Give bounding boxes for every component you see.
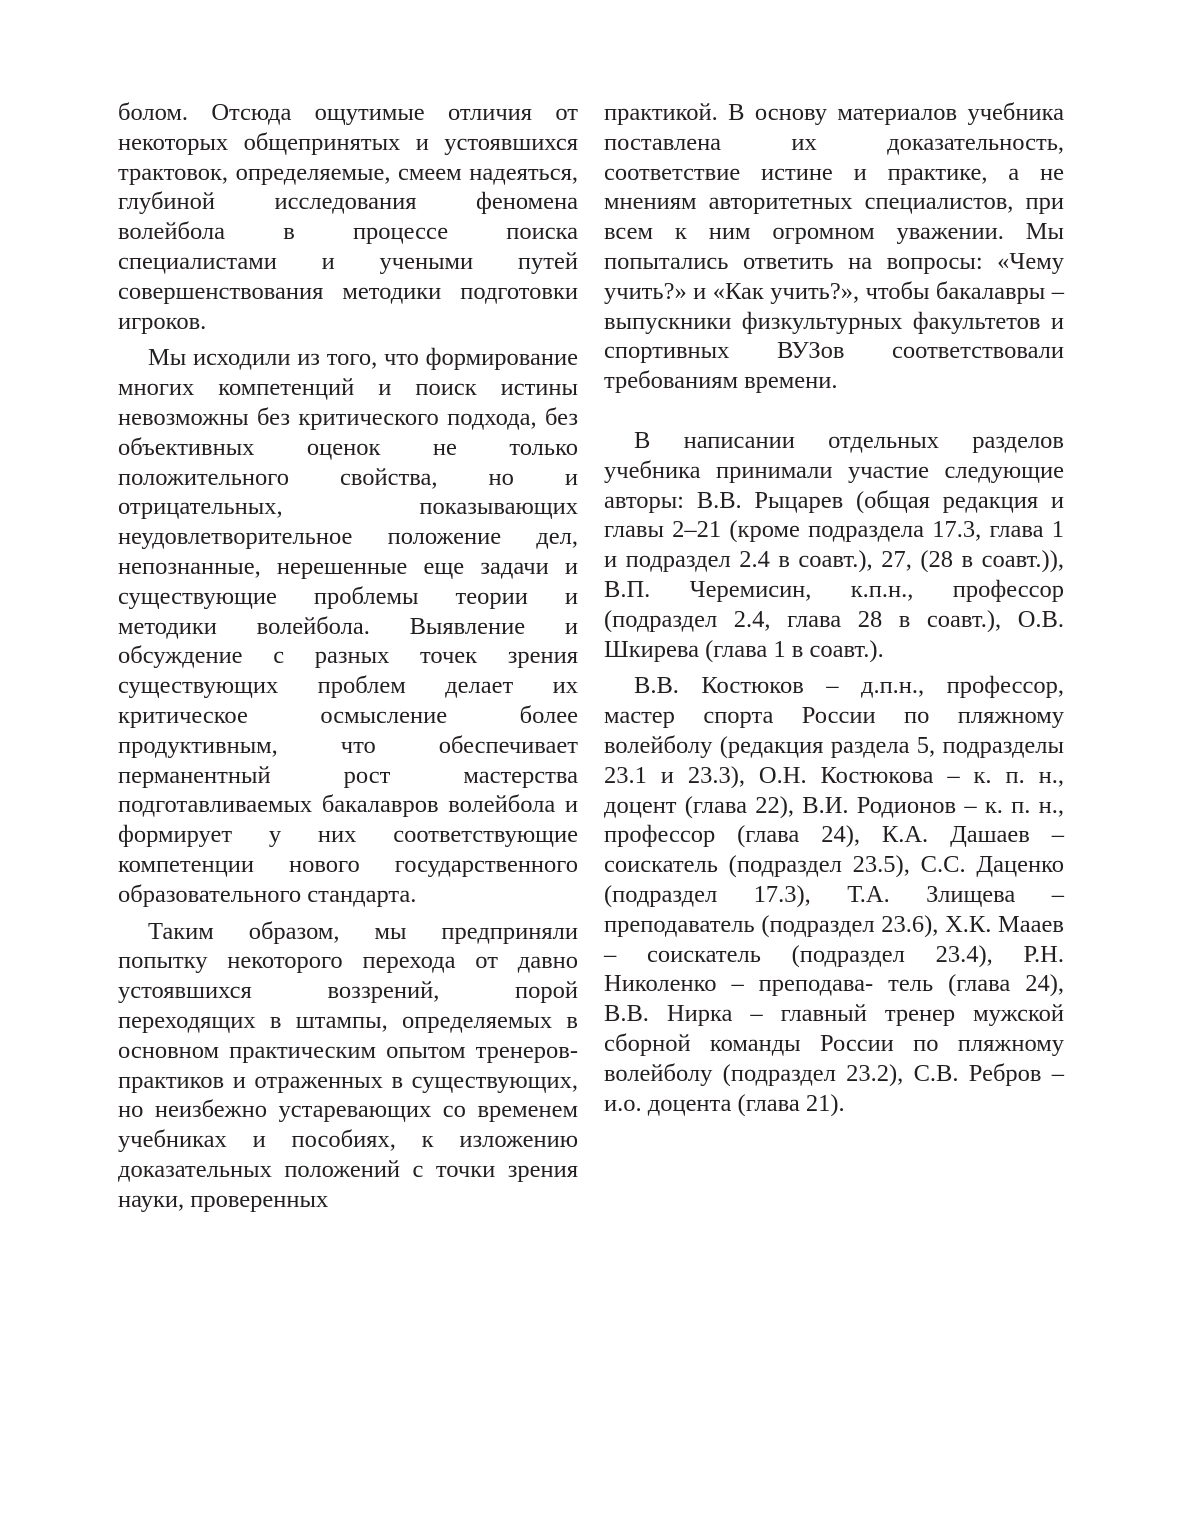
paragraph-practice: практикой. В основу материалов учебника поставлена их доказательность, соответствие истине и практике, а не мнениям авторитетных специалистов, при всем к ним огромном уважении. Мы попытались ответить на вопросы: «Чему учить?» и «Как учить?», чтобы бакалавры – выпускники физкультурных факультетов и спортивных ВУЗов соответствовали требованиям времени.: [604, 99, 1064, 395]
paragraph-competencies: Мы исходили из того, что формирование многих компетенций и поиск истины невозможны без критического подхода, без объективных оценок не только положительного свойства, но и отрицательных, показывающих неудовлетворительное положение дел, непознанные, нерешенные еще задачи и существующие проблемы теории и методики волейбола. Выявление и обсуждение с разных точек зрения существующих проблем делает их критическое осмысление более продуктивным, что обеспечивает перманентный рост мастерства подготавливаемых бакалавров волейбола и формирует у них соответствующие компетенции нового государственного образовательного стандарта.: [118, 344, 578, 908]
paragraph-transition: Таким образом, мы предприняли попытку некоторого перехода от давно устоявшихся воззрений, порой переходящих в штампы, определяемых в основном практическим опытом тренеров-практиков и отраженных в существующих, но неизбежно устаревающих со временем учебниках и пособиях, к изложению доказательных положений с точки зрения науки, проверенных: [118, 917, 578, 1213]
left-text-column: [118, 98, 578, 1221]
paragraph-contributors: В.В. Костюков – д.п.н., профессор, мастер спорта России по пляжному волейболу (редакция раздела 5, подразделы 23.1 и 23.3), О.Н. Костюкова – к. п. н., доцент (глава 22), В.И. Родионов – к. п. н., профессор (глава 24), К.А. Дашаев – соискатель (подраздел 23.5), С.С. Даценко (подраздел 17.3), Т.А. Злищева – преподаватель (подраздел 23.6), Х.К. Мааев – соискатель (подраздел 23.4), Р.Н. Николенко – преподава- тель (глава 24), В.В. Нирка – главный тренер мужской сборной команды России по пляжному волейболу (подраздел 23.2), С.В. Ребров – и.о. доцента (глава 21).: [604, 672, 1064, 1117]
right-text-column: [604, 98, 1064, 1125]
paragraph-continuation: болом. Отсюда ощутимые отличия от некоторых общепринятых и устоявшихся трактовок, определяемые, смеем надеяться, глубиной исследования феномена волейбола в процессе поиска специалистами и учеными путей совершенствования методики подготовки игроков.: [118, 99, 578, 335]
paragraph-authors: В написании отдельных разделов учебника принимали участие следующие авторы: В.В. Рыцарев (общая редакция и главы 2–21 (кроме подраздела 17.3, глава 1 и подраздел 2.4 в соавт.), 27, (28 в соавт.)), В.П. Черемисин, к.п.н., профессор (подраздел 2.4, глава 28 в соавт.), О.В. Шкирева (глава 1 в соавт.).: [604, 426, 1064, 663]
